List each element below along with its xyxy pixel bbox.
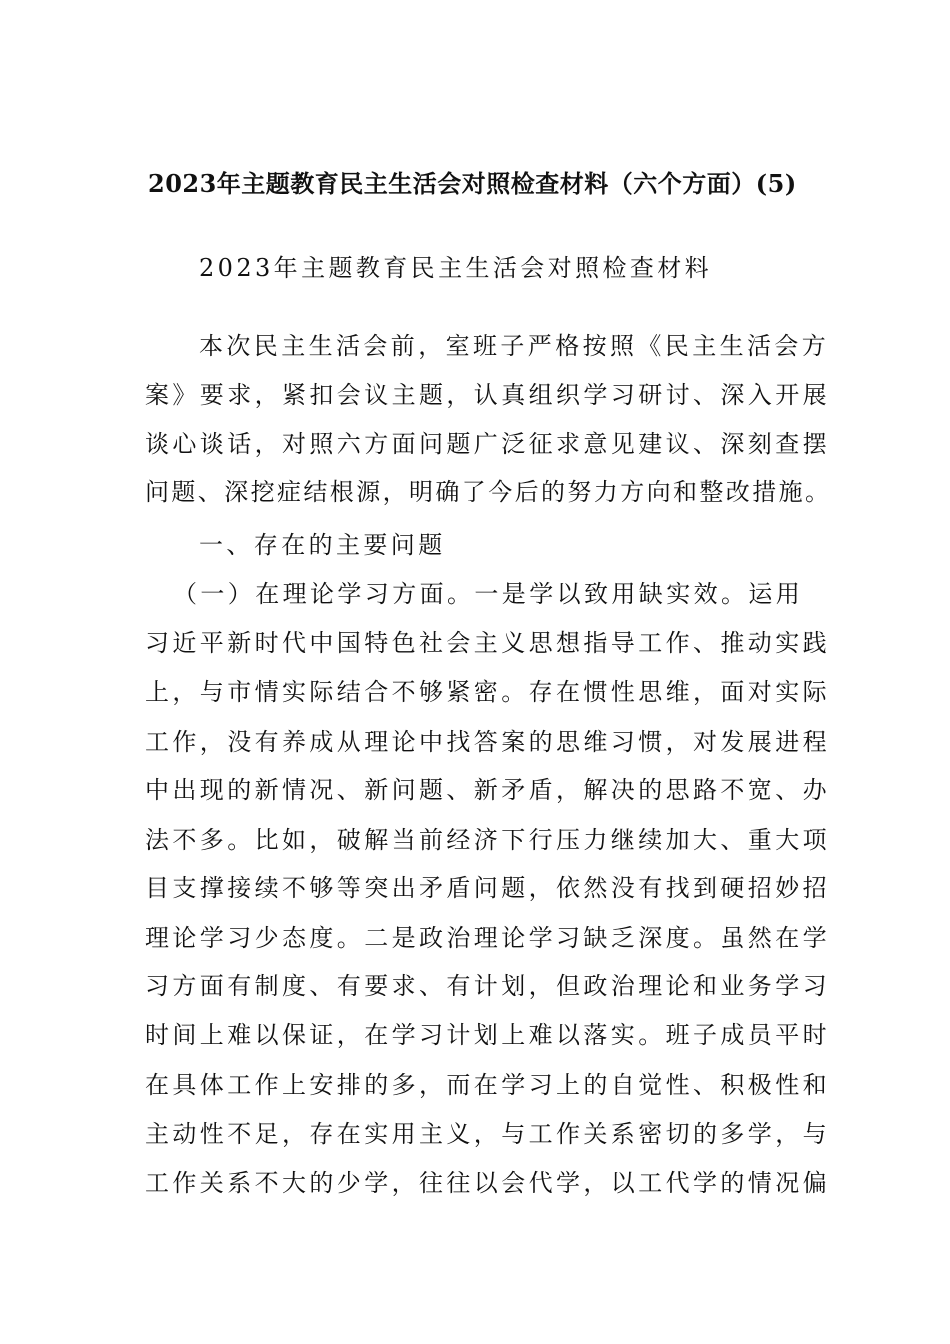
paragraph-line: 习方面有制度、有要求、有计划，但政治理论和业务学习 [145, 972, 830, 1000]
paragraph-line: 主动性不足，存在实用主义，与工作关系密切的多学，与 [145, 1120, 830, 1148]
paragraph-line: 目支撑接续不够等突出矛盾问题，依然没有找到硬招妙招 [145, 874, 830, 902]
paragraph-line: 上，与市情实际结合不够紧密。存在惯性思维，面对实际 [145, 678, 830, 706]
paragraph-line: 时间上难以保证，在学习计划上难以落实。班子成员平时 [145, 1021, 830, 1049]
paragraph-line: （一）在理论学习方面。一是学以致用缺实效。运用 [173, 580, 804, 608]
paragraph-line: 工作关系不大的少学，往往以会代学，以工代学的情况偏 [145, 1169, 830, 1197]
paragraph-line: 中出现的新情况、新问题、新矛盾，解决的思路不宽、办 [145, 776, 830, 804]
paragraph-line: 案》要求，紧扣会议主题，认真组织学习研讨、深入开展 [145, 381, 830, 409]
document-title: 2023年主题教育民主生活会对照检查材料（六个方面）(5) [148, 169, 797, 198]
paragraph-line: 本次民主生活会前，室班子严格按照《民主生活会方 [199, 332, 830, 360]
section-heading: 一、存在的主要问题 [199, 531, 446, 559]
paragraph-line: 理论学习少态度。二是政治理论学习缺乏深度。虽然在学 [145, 924, 830, 952]
paragraph-line: 工作，没有养成从理论中找答案的思维习惯，对发展进程 [145, 728, 830, 756]
paragraph-line: 谈心谈话，对照六方面问题广泛征求意见建议、深刻查摆 [145, 430, 830, 458]
paragraph-line: 在具体工作上安排的多，而在学习上的自觉性、积极性和 [145, 1071, 830, 1099]
paragraph-line: 问题、深挖症结根源，明确了今后的努力方向和整改措施。 [145, 478, 832, 506]
subtitle: 2023年主题教育民主生活会对照检查材料 [199, 254, 713, 282]
paragraph-line: 习近平新时代中国特色社会主义思想指导工作、推动实践 [145, 629, 830, 657]
paragraph-line: 法不多。比如，破解当前经济下行压力继续加大、重大项 [145, 826, 830, 854]
